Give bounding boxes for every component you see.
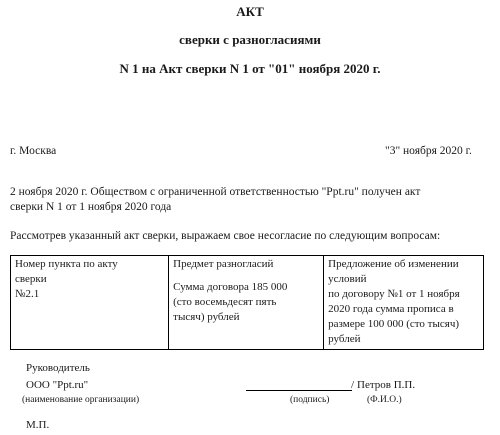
cell-line: Номер пункта по акту	[15, 258, 118, 270]
signature-line	[246, 390, 352, 391]
cell-line: сверки	[15, 273, 47, 285]
cell-line: размере 100 000 (сто тысяч)	[328, 318, 460, 330]
table-cell-item-number	[11, 256, 169, 350]
cell-line: по договору №1 от 1 ноября	[328, 288, 460, 300]
cell-line: 2020 года сумма прописа в	[328, 303, 454, 315]
discrepancy-table	[10, 255, 484, 350]
paragraph-1-line-2: сверки N 1 от 1 ноября 2020 года	[10, 201, 172, 213]
cell-line: условий	[328, 273, 367, 285]
table-cell-subject	[169, 256, 324, 350]
cell-gap	[173, 272, 319, 280]
cell-line: тысяч) рублей	[173, 311, 240, 323]
cell-line: (сто восемьдесят пять	[173, 296, 277, 308]
paragraph-1-line-1: 2 ноября 2020 г. Обществом с ограниченной ответственностью "Ppt.ru" получен акт	[10, 186, 421, 198]
paragraph-2: Рассмотрев указанный акт сверки, выражаем свое несогласие по следующим вопросам:	[10, 230, 441, 242]
document-title: АКТ	[236, 4, 264, 19]
signature-caption: (подпись)	[290, 395, 330, 405]
signer-organization: ООО "Ppt.ru"	[26, 379, 89, 391]
cell-line: рублей	[328, 333, 361, 345]
table-row	[11, 256, 484, 350]
signer-role: Руководитель	[26, 362, 90, 374]
city-text: г. Москва	[10, 145, 57, 157]
signer-name: Петров П.П.	[357, 379, 416, 391]
table-cell-proposal	[324, 256, 484, 350]
organization-caption: (наименование организации)	[22, 395, 140, 405]
document-number-line: N 1 на Акт сверки N 1 от "01" ноября 2020 г.	[119, 61, 381, 76]
fio-caption: (Ф.И.О.)	[367, 395, 402, 405]
cell-line: Сумма договора 185 000	[173, 281, 288, 293]
cell-line: Предложение об изменении	[328, 258, 459, 270]
document-subtitle: сверки с разногласиями	[179, 32, 321, 47]
stamp-place: М.П.	[26, 419, 50, 431]
document-date: "3" ноября 2020 г.	[385, 145, 472, 157]
cell-line: №2.1	[15, 288, 40, 300]
cell-line: Предмет разногласий	[173, 258, 274, 270]
signature-slash: /	[351, 379, 355, 391]
